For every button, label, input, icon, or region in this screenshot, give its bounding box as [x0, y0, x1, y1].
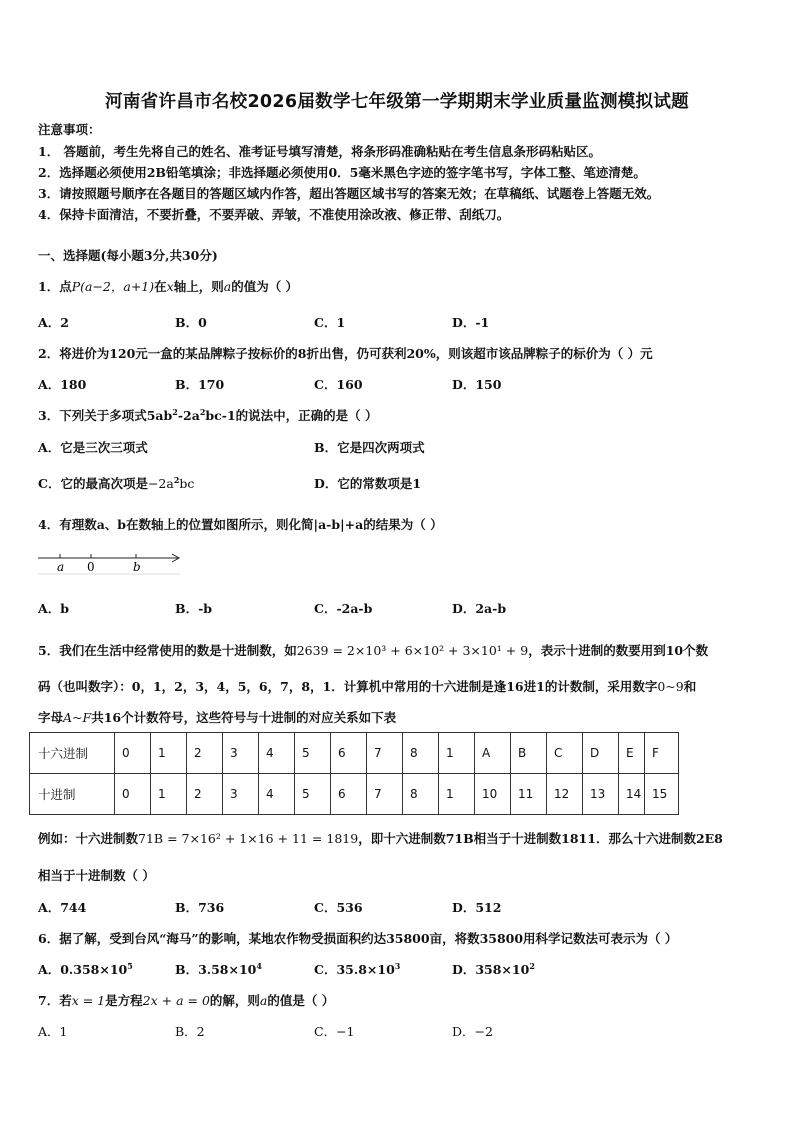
q5-text: ，表示十进制的数要用到10个数	[528, 643, 709, 658]
question-5-line-5: 相当于十进制数（ ）	[38, 868, 155, 883]
notice-item-2: 2．选择题必须使用2B铅笔填涂；非选择题必须使用0．5毫米黑色字迹的签字笔书写，字体工整、笔迹清楚。	[38, 165, 646, 180]
q3-text: 3．下列关于多项式5ab	[38, 408, 173, 423]
table-cell: F	[645, 733, 679, 774]
q5-math: A~F	[63, 710, 92, 725]
q5-option-b[interactable]: B．736	[175, 900, 225, 915]
table-cell: 12	[547, 774, 583, 815]
q6-exponent: 2	[529, 960, 535, 971]
table-cell: 7	[367, 774, 403, 815]
question-5-line-3	[38, 708, 396, 726]
table-cell: 13	[583, 774, 619, 815]
q6-exponent: 4	[256, 960, 262, 971]
notice-item-1: 1． 答题前，考生先将自己的姓名、准考证号填写清楚，将条形码准确粘贴在考生信息条形码粘贴区。	[38, 144, 602, 159]
q6-option-a[interactable]	[38, 960, 133, 978]
q3-option-c[interactable]	[38, 474, 194, 492]
table-cell: D	[583, 733, 619, 774]
table-cell: 8	[403, 774, 439, 815]
axis-label-zero: 0	[87, 560, 95, 574]
q1-text: 1．点	[38, 279, 72, 294]
table-cell: 0	[115, 774, 151, 815]
q1-option-c[interactable]: C．1	[314, 315, 346, 330]
q4-option-c[interactable]: C．-2a-b	[314, 601, 373, 616]
q5-text: 和	[683, 679, 697, 694]
q3-option-c-math: −2a	[147, 476, 174, 491]
q7-option-d[interactable]: D．−2	[452, 1024, 493, 1039]
question-5-line-2	[38, 677, 696, 695]
q7-option-c[interactable]: C．−1	[314, 1024, 355, 1039]
q1-option-d[interactable]: D．-1	[452, 315, 490, 330]
table-cell: B	[511, 733, 547, 774]
table-cell: 6	[331, 733, 367, 774]
q1-text: 轴上，则	[173, 279, 224, 294]
row-header: 十六进制	[30, 733, 115, 774]
table-cell: E	[619, 733, 645, 774]
q1-option-a[interactable]: A．2	[38, 315, 69, 330]
notice-item-3: 3．请按照题号顺序在各题目的答题区域内作答，超出答题区域书写的答案无效；在草稿纸、试题卷上答题无效。	[38, 186, 660, 201]
q1-text: 的值为（ ）	[231, 279, 299, 294]
q7-option-a[interactable]: A．1	[38, 1024, 68, 1039]
question-6-stem: 6．据了解，受到台风“海马”的影响，某地农作物受损面积约达35800亩，将数35800用科学记数法可表示为（ ）	[38, 931, 678, 946]
q1-math: x	[166, 279, 174, 294]
axis-label-a: a	[57, 560, 65, 574]
table-cell: 3	[223, 774, 259, 815]
q6-option-c[interactable]	[314, 960, 400, 978]
q5-math: 71B = 7×16² + 1×16 + 11 = 1819	[138, 831, 359, 846]
question-3-stem	[38, 406, 378, 424]
q1-math: a	[223, 279, 232, 294]
table-cell: 6	[331, 774, 367, 815]
table-row	[30, 774, 679, 815]
table-cell: 7	[367, 733, 403, 774]
table-cell: 1	[151, 774, 187, 815]
q6-option-text: C．35.8×10	[314, 962, 395, 977]
table-cell: 2	[187, 733, 223, 774]
table-row	[30, 733, 679, 774]
number-line-figure	[36, 548, 182, 578]
notice-item-4: 4．保持卡面清洁，不要折叠，不要弄破、弄皱，不准使用涂改液、修正带、刮纸刀。	[38, 207, 510, 222]
notice-heading: 注意事项：	[38, 122, 101, 137]
table-cell: 1	[439, 774, 475, 815]
question-2-stem: 2．将进价为120元一盒的某品牌粽子按标价的8折出售，仍可获利20%，则该超市该品牌粽子的标价为（ ）元	[38, 346, 653, 361]
q5-text: ，即十六进制数71B相当于十进制数1811．那么十六进制数2E8	[358, 831, 723, 846]
q5-math: 0~9	[657, 679, 684, 694]
q3-option-c-text: C．它的最高次项是	[38, 476, 148, 491]
q3-sup: 2	[173, 474, 180, 485]
q1-text: 在	[154, 279, 167, 294]
table-cell: 0	[115, 733, 151, 774]
table-cell: 1	[439, 733, 475, 774]
q5-text: 5．我们在生活中经常使用的数是十进制数，如	[38, 643, 297, 658]
section-heading: 一、选择题(每小题3分,共30分)	[38, 248, 218, 263]
q4-option-d[interactable]: D．2a-b	[452, 601, 507, 616]
q2-option-d[interactable]: D．150	[452, 377, 502, 392]
q5-text: 例如：十六进制数	[38, 831, 139, 846]
q6-option-text: D．358×10	[452, 962, 530, 977]
table-cell: 14	[619, 774, 645, 815]
q1-option-b[interactable]: B．0	[175, 315, 207, 330]
q3-option-c-math: bc	[179, 476, 195, 491]
q6-option-text: A．0.358×10	[38, 962, 128, 977]
q2-option-c[interactable]: C．160	[314, 377, 363, 392]
table-cell: 5	[295, 774, 331, 815]
q1-math: P(a−2，a+1)	[71, 279, 155, 294]
q3-sup: 2	[199, 406, 206, 417]
question-1-stem	[38, 277, 298, 295]
hex-decimal-table	[29, 732, 679, 815]
q5-option-c[interactable]: C．536	[314, 900, 363, 915]
table-cell: 3	[223, 733, 259, 774]
table-cell: 4	[259, 733, 295, 774]
table-cell: 15	[645, 774, 679, 815]
q7-text: 的解，则	[209, 993, 260, 1008]
q6-option-b[interactable]	[175, 960, 262, 978]
q5-text: 码（也叫数字）：0，1，2，3，4，5，6，7，8，1．计算机中常用的十六进制是逢16进1的计数制，采用数字	[38, 679, 658, 694]
q7-math: 2x + a = 0	[142, 993, 210, 1008]
q5-text: 共16个计数符号，这些符号与十进制的对应关系如下表	[91, 710, 397, 725]
q6-option-text: B．3.58×10	[175, 962, 257, 977]
q7-text: 7．若	[38, 993, 72, 1008]
q2-option-a[interactable]: A．180	[38, 377, 87, 392]
q3-sup: 2	[172, 406, 178, 417]
q4-option-a[interactable]: A．b	[38, 601, 69, 616]
q3-option-a[interactable]: A．它是三次三项式	[38, 440, 148, 455]
q5-option-a[interactable]: A．744	[38, 900, 87, 915]
q5-text: 字母	[38, 710, 64, 725]
q3-option-b[interactable]: B．它是四次两项式	[314, 440, 425, 455]
table-cell: 8	[403, 733, 439, 774]
q3-text: bc-1的说法中，正确的是（ ）	[205, 408, 378, 423]
q6-exponent: 3	[394, 960, 401, 971]
q7-text: 是方程	[105, 993, 143, 1008]
question-5-line-4	[38, 829, 723, 847]
table-cell: A	[475, 733, 511, 774]
q7-math: a	[259, 993, 268, 1008]
q7-option-b[interactable]: B．2	[175, 1024, 205, 1039]
exam-title: 河南省许昌市名校2026届数学七年级第一学期期末学业质量监测模拟试题	[105, 92, 689, 112]
q3-option-d[interactable]: D．它的常数项是1	[314, 476, 422, 491]
q4-option-b[interactable]: B．-b	[175, 601, 212, 616]
question-7-stem	[38, 991, 334, 1009]
q6-exponent: 5	[127, 960, 133, 971]
q2-option-b[interactable]: B．170	[175, 377, 225, 392]
q7-text: 的值是（ ）	[267, 993, 335, 1008]
table-cell: 10	[475, 774, 511, 815]
table-cell: 2	[187, 774, 223, 815]
axis-label-b: b	[133, 560, 141, 574]
table-cell: 1	[151, 733, 187, 774]
q3-text: -2a	[177, 408, 200, 423]
table-cell: C	[547, 733, 583, 774]
q7-math: x = 1	[71, 993, 106, 1008]
q5-math: 2639 = 2×10³ + 6×10² + 3×10¹ + 9	[296, 643, 529, 658]
q6-option-d[interactable]	[452, 960, 535, 978]
question-4-stem: 4．有理数a、b在数轴上的位置如图所示，则化简|a-b|+a的结果为（ ）	[38, 517, 443, 532]
table-cell: 11	[511, 774, 547, 815]
question-5-line-1	[38, 641, 708, 659]
table-cell: 4	[259, 774, 295, 815]
table-cell: 5	[295, 733, 331, 774]
q5-option-d[interactable]: D．512	[452, 900, 502, 915]
row-header: 十进制	[30, 774, 115, 815]
